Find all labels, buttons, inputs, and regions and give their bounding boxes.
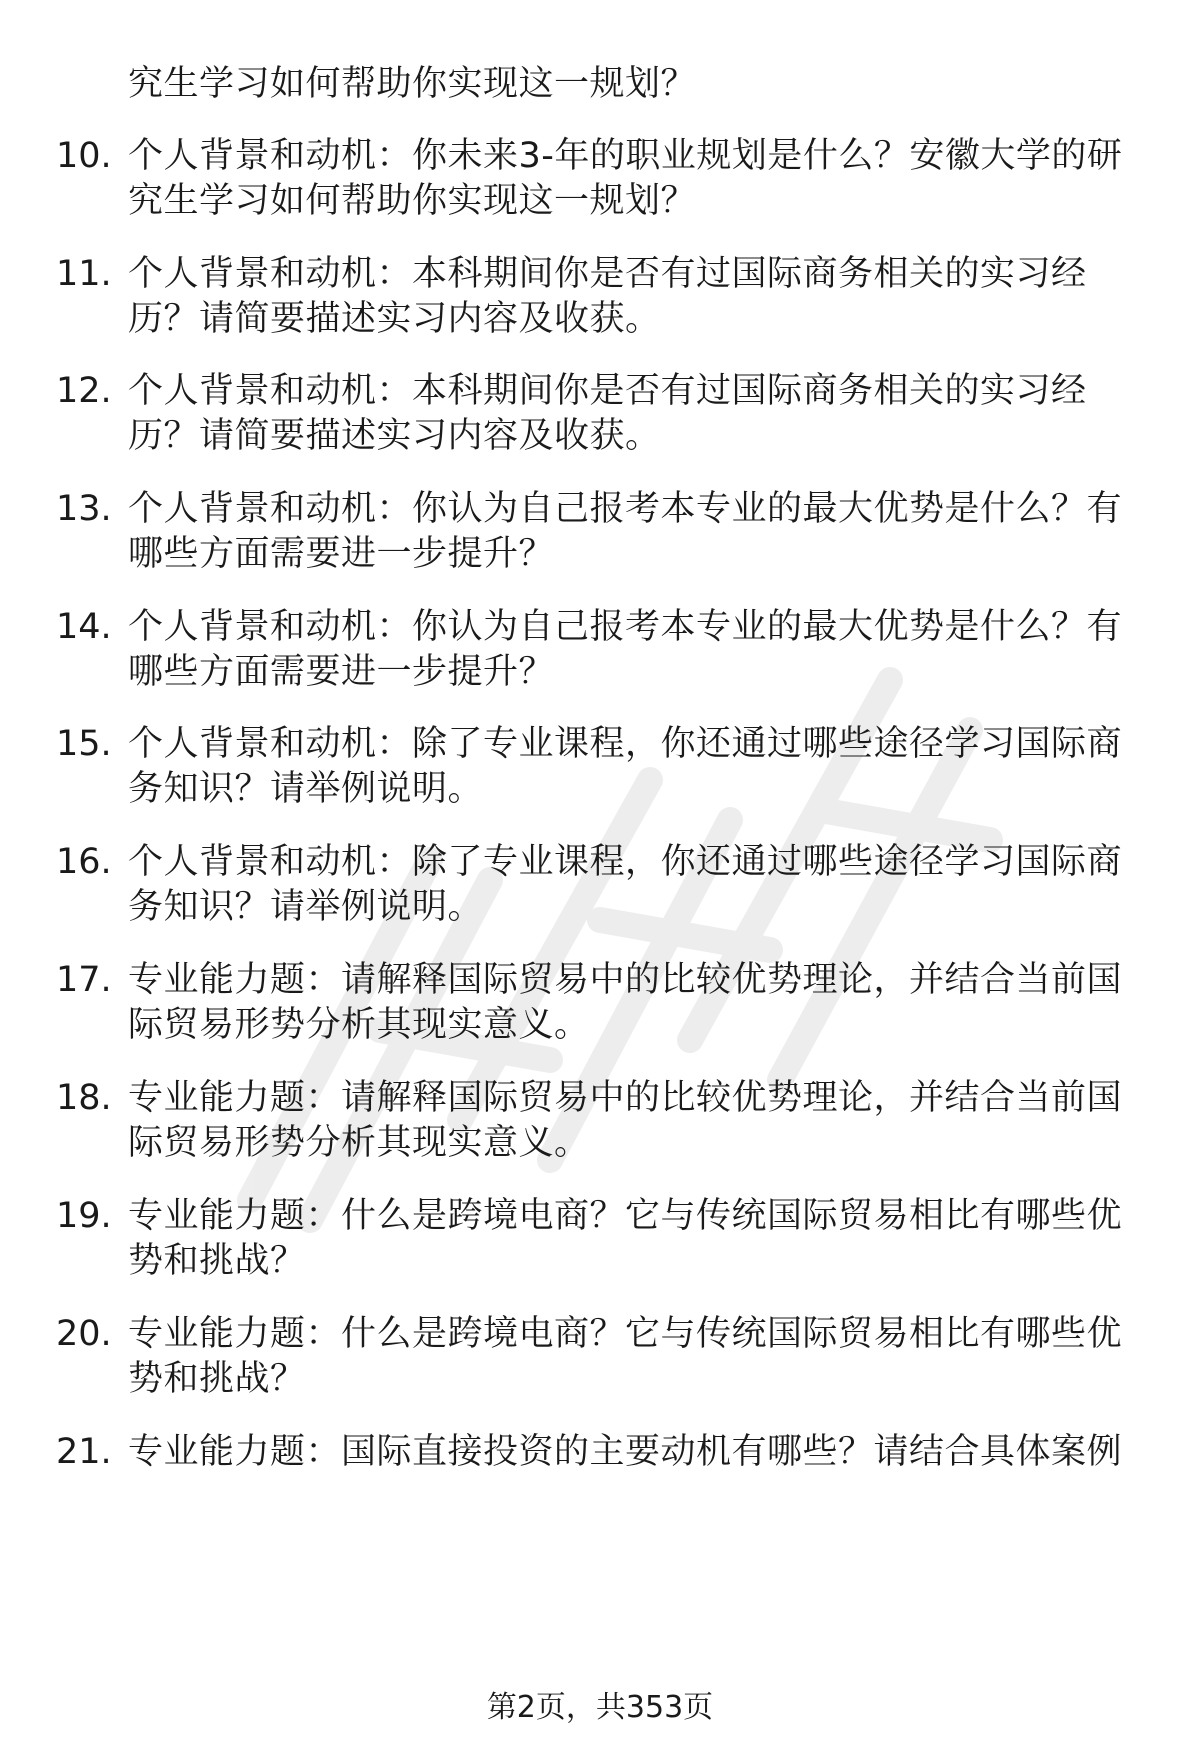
item-text-line1: 专业能力题：什么是跨境电商？它与传统国际贸易相比有哪些优 <box>128 1196 1123 1236</box>
item-text-line2: 哪些方面需要进一步提升？ <box>128 652 555 692</box>
item-text-line1: 个人背景和动机：除了专业课程，你还通过哪些途径学习国际商 <box>128 724 1123 764</box>
item-text-line2: 势和挑战？ <box>128 1359 306 1399</box>
item-text-line2: 哪些方面需要进一步提升？ <box>128 534 555 574</box>
item-text-line1: 专业能力题：请解释国际贸易中的比较优势理论，并结合当前国 <box>128 1078 1123 1118</box>
item-number: 16. <box>56 842 112 882</box>
item-number: 14. <box>56 607 112 647</box>
item-number: 12. <box>56 371 112 411</box>
item-number: 18. <box>56 1078 112 1118</box>
item-text-line1: 专业能力题：国际直接投资的主要动机有哪些？请结合具体案例 <box>128 1432 1123 1472</box>
item-number: 10. <box>56 136 112 176</box>
item-number: 11. <box>56 254 112 294</box>
item-text-line1: 个人背景和动机：你认为自己报考本专业的最大优势是什么？有 <box>128 607 1123 647</box>
item-text-line2: 务知识？请举例说明。 <box>128 887 484 927</box>
item-text-line2: 究生学习如何帮助你实现这一规划？ <box>128 181 697 221</box>
item-text-line2: 历？请简要描述实习内容及收获。 <box>128 416 661 456</box>
item-text-line1: 个人背景和动机：你认为自己报考本专业的最大优势是什么？有 <box>128 489 1123 529</box>
item-text-line2: 际贸易形势分析其现实意义。 <box>128 1123 590 1163</box>
item-text-line1: 个人背景和动机：本科期间你是否有过国际商务相关的实习经 <box>128 371 1087 411</box>
item-text-line1: 个人背景和动机：你未来3-年的职业规划是什么？安徽大学的研 <box>128 136 1123 176</box>
item-number: 21. <box>56 1432 112 1472</box>
item-number: 20. <box>56 1314 112 1354</box>
item-number: 17. <box>56 960 112 1000</box>
item-number: 13. <box>56 489 112 529</box>
item-text-line2: 务知识？请举例说明。 <box>128 769 484 809</box>
item-text-line1: 个人背景和动机：本科期间你是否有过国际商务相关的实习经 <box>128 254 1087 294</box>
page-footer: 第2页，共353页 <box>486 1690 714 1725</box>
item-text-line1: 个人背景和动机：除了专业课程，你还通过哪些途径学习国际商 <box>128 842 1123 882</box>
item-text-line1: 专业能力题：什么是跨境电商？它与传统国际贸易相比有哪些优 <box>128 1314 1123 1354</box>
item-text-line2: 际贸易形势分析其现实意义。 <box>128 1005 590 1045</box>
item-text-line1: 专业能力题：请解释国际贸易中的比较优势理论，并结合当前国 <box>128 960 1123 1000</box>
continuation-text: 究生学习如何帮助你实现这一规划？ <box>128 64 697 104</box>
item-number: 19. <box>56 1196 112 1236</box>
item-text-line2: 历？请简要描述实习内容及收获。 <box>128 299 661 339</box>
item-text-line2: 势和挑战？ <box>128 1241 306 1281</box>
item-number: 15. <box>56 724 112 764</box>
